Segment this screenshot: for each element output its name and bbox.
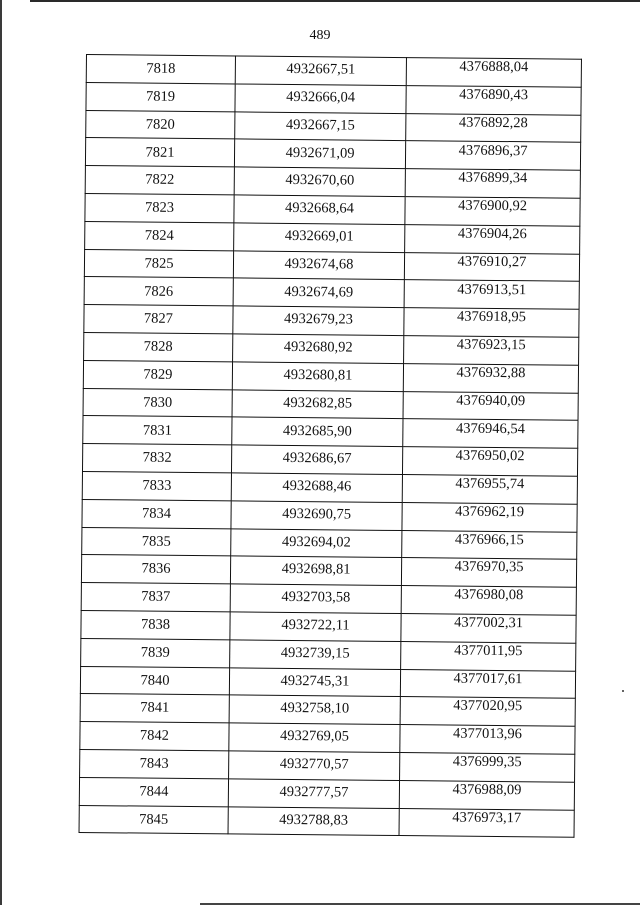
y-coordinate-cell [402,475,577,504]
y-coordinate-value: 4377017,61 [453,670,523,687]
y-coordinate-cell [405,169,580,198]
x-coordinate-cell [232,362,403,391]
coordinates-table [79,54,582,838]
x-coordinate-value: 4932688,46 [282,477,352,495]
page-number: 489 [309,28,331,43]
point-number-value: 7837 [141,588,171,606]
x-coordinate-value: 4932788,83 [279,811,349,829]
x-coordinate-cell [230,612,401,641]
y-coordinate-cell [403,391,578,420]
y-coordinate-cell [401,558,576,587]
scan-speck [622,690,624,692]
point-number-cell [84,249,233,278]
x-coordinate-value: 4932770,57 [279,755,349,773]
point-number-cell [85,221,234,250]
point-number-value: 7838 [140,616,171,633]
point-number-cell [80,694,229,723]
point-number-cell [82,444,231,473]
x-coordinate-value: 4932674,68 [284,255,354,273]
y-coordinate-value: 4376910,27 [457,253,527,270]
point-number-cell [85,193,234,222]
point-number-cell [83,388,232,417]
y-coordinate-value: 4376988,09 [452,781,522,799]
scan-edge-left [0,0,2,905]
table-row [79,805,574,838]
x-coordinate-cell [230,584,401,613]
point-number-value: 7835 [141,533,171,550]
x-coordinate-value: 4932739,15 [280,644,350,662]
y-coordinate-value: 4376900,92 [458,197,528,215]
point-number-value: 7840 [140,672,170,689]
y-coordinate-cell [402,502,577,531]
y-coordinate-value: 4376966,15 [454,531,524,548]
y-coordinate-value: 4376932,88 [456,364,526,382]
y-coordinate-cell [405,224,580,253]
point-number-value: 7820 [145,116,175,133]
x-coordinate-value: 4932682,85 [283,394,353,412]
y-coordinate-cell [400,725,575,754]
y-coordinate-value: 4376999,35 [452,753,522,771]
y-coordinate-cell [400,752,575,781]
y-coordinate-cell [404,252,579,281]
y-coordinate-cell [400,669,575,698]
y-coordinate-value: 4377011,95 [454,642,523,660]
x-coordinate-cell [234,139,405,168]
point-number-value: 7842 [139,727,170,745]
point-number-cell [80,722,229,751]
point-number-value: 7822 [145,171,175,189]
point-number-cell [86,55,235,84]
x-coordinate-value: 4932666,04 [286,88,356,106]
y-coordinate-value: 4376950,02 [455,447,525,465]
y-coordinate-cell [402,530,577,559]
x-coordinate-cell [231,528,402,557]
coordinates-table-wrapper [79,54,578,838]
y-coordinate-value: 4377013,96 [452,725,523,743]
y-coordinate-value: 4376973,17 [452,809,522,826]
y-coordinate-cell [404,336,579,365]
y-coordinate-value: 4376923,15 [456,336,526,354]
y-coordinate-cell [404,308,579,337]
point-number-value: 7829 [143,366,173,383]
x-coordinate-cell [234,167,405,196]
x-coordinate-cell [234,223,405,252]
point-number-cell [81,638,230,667]
x-coordinate-cell [233,251,404,280]
x-coordinate-cell [228,779,399,808]
point-number-value: 7818 [146,60,176,77]
coordinates-table-body [79,55,581,838]
x-coordinate-value: 4932668,64 [285,200,355,217]
point-number-value: 7824 [144,227,174,244]
y-coordinate-value: 4376946,54 [455,420,525,437]
x-coordinate-value: 4932669,01 [284,227,354,245]
point-number-cell [84,332,233,361]
y-coordinate-cell [405,141,580,170]
x-coordinate-cell [228,806,399,835]
x-coordinate-value: 4932674,69 [284,283,354,301]
point-number-value: 7825 [144,255,174,272]
point-number-value: 7821 [145,144,175,161]
y-coordinate-value: 4376955,74 [455,475,525,493]
point-number-cell [83,416,232,445]
y-coordinate-cell [406,58,581,87]
x-coordinate-cell [230,556,401,585]
point-number-value: 7845 [139,811,169,828]
x-coordinate-cell [230,640,401,669]
point-number-cell [82,499,231,528]
point-number-value: 7841 [140,700,170,717]
point-number-value: 7832 [142,449,172,467]
point-number-cell [81,583,230,612]
point-number-value: 7833 [142,477,172,494]
y-coordinate-value: 4376892,28 [458,114,528,131]
point-number-value: 7826 [144,283,174,300]
x-coordinate-cell [229,695,400,724]
y-coordinate-value: 4376896,37 [458,142,528,159]
y-coordinate-value: 4376888,04 [459,58,529,76]
y-coordinate-cell [405,197,580,226]
point-number-cell [83,360,232,389]
point-number-cell [80,749,229,778]
point-number-value: 7834 [142,505,172,522]
x-coordinate-cell [229,723,400,752]
point-number-value: 7819 [146,88,176,105]
x-coordinate-cell [235,112,406,141]
point-number-value: 7844 [139,783,169,800]
x-coordinate-value: 4932694,02 [281,533,351,551]
point-number-value: 7823 [144,199,175,216]
y-coordinate-value: 4376940,09 [456,392,526,409]
x-coordinate-cell [232,417,403,446]
point-number-cell [85,166,234,195]
y-coordinate-cell [399,780,574,809]
point-number-cell [79,777,228,806]
x-coordinate-cell [231,445,402,474]
y-coordinate-cell [399,808,574,837]
x-coordinate-cell [235,84,406,113]
x-coordinate-value: 4932698,81 [281,561,351,579]
y-coordinate-cell [403,363,578,392]
y-coordinate-value: 4377020,95 [453,698,523,715]
y-coordinate-cell [406,113,581,142]
point-number-value: 7836 [141,561,171,578]
x-coordinate-cell [231,501,402,530]
point-number-cell [79,805,228,834]
point-number-cell [81,610,230,639]
y-coordinate-value: 4377002,31 [454,614,524,632]
point-number-cell [85,138,234,167]
y-coordinate-cell [404,280,579,309]
y-coordinate-value: 4376962,19 [455,503,525,521]
x-coordinate-value: 4932686,67 [282,450,352,467]
x-coordinate-value: 4932671,09 [285,144,355,162]
point-number-cell [84,277,233,306]
point-number-value: 7830 [143,394,173,411]
x-coordinate-value: 4932685,90 [282,422,352,440]
y-coordinate-value: 4376913,51 [457,281,527,298]
point-number-value: 7831 [142,422,172,439]
x-coordinate-cell [229,667,400,696]
y-coordinate-cell [401,586,576,615]
x-coordinate-cell [233,278,404,307]
x-coordinate-value: 4932703,58 [281,589,351,606]
x-coordinate-cell [232,389,403,418]
y-coordinate-value: 4376904,26 [457,225,527,243]
point-number-value: 7839 [140,644,170,661]
x-coordinate-value: 4932667,15 [285,116,355,134]
x-coordinate-value: 4932679,23 [283,311,353,328]
point-number-cell [80,666,229,695]
x-coordinate-value: 4932758,10 [280,700,350,718]
x-coordinate-value: 4932745,31 [280,672,350,690]
x-coordinate-value: 4932777,57 [279,783,349,801]
x-coordinate-value: 4932690,75 [282,505,352,523]
y-coordinate-cell [400,697,575,726]
y-coordinate-value: 4376970,35 [454,559,524,576]
x-coordinate-cell [235,56,406,85]
point-number-value: 7843 [139,755,169,772]
point-number-value: 7828 [143,338,173,355]
x-coordinate-cell [231,473,402,502]
y-coordinate-value: 4376918,95 [456,308,527,326]
point-number-cell [84,305,233,334]
point-number-cell [86,110,235,139]
point-number-cell [82,471,231,500]
x-coordinate-value: 4932680,81 [283,366,353,384]
y-coordinate-cell [403,419,578,448]
x-coordinate-cell [229,751,400,780]
y-coordinate-cell [401,613,576,642]
x-coordinate-value: 4932670,60 [285,172,355,189]
y-coordinate-value: 4376890,43 [459,86,529,104]
y-coordinate-cell [401,641,576,670]
y-coordinate-value: 4376980,08 [454,586,524,604]
y-coordinate-value: 4376899,34 [458,169,528,187]
point-number-value: 7827 [143,310,174,328]
x-coordinate-cell [234,195,405,224]
point-number-cell [81,555,230,584]
x-coordinate-cell [233,306,404,335]
x-coordinate-value: 4932680,92 [283,339,353,356]
x-coordinate-value: 4932769,05 [279,728,349,745]
point-number-cell [82,527,231,556]
y-coordinate-cell [406,85,581,114]
y-coordinate-cell [402,447,577,476]
x-coordinate-cell [233,334,404,363]
scan-edge-top [30,0,640,2]
x-coordinate-value: 4932667,51 [286,61,356,78]
point-number-cell [86,82,235,111]
x-coordinate-value: 4932722,11 [281,616,350,634]
